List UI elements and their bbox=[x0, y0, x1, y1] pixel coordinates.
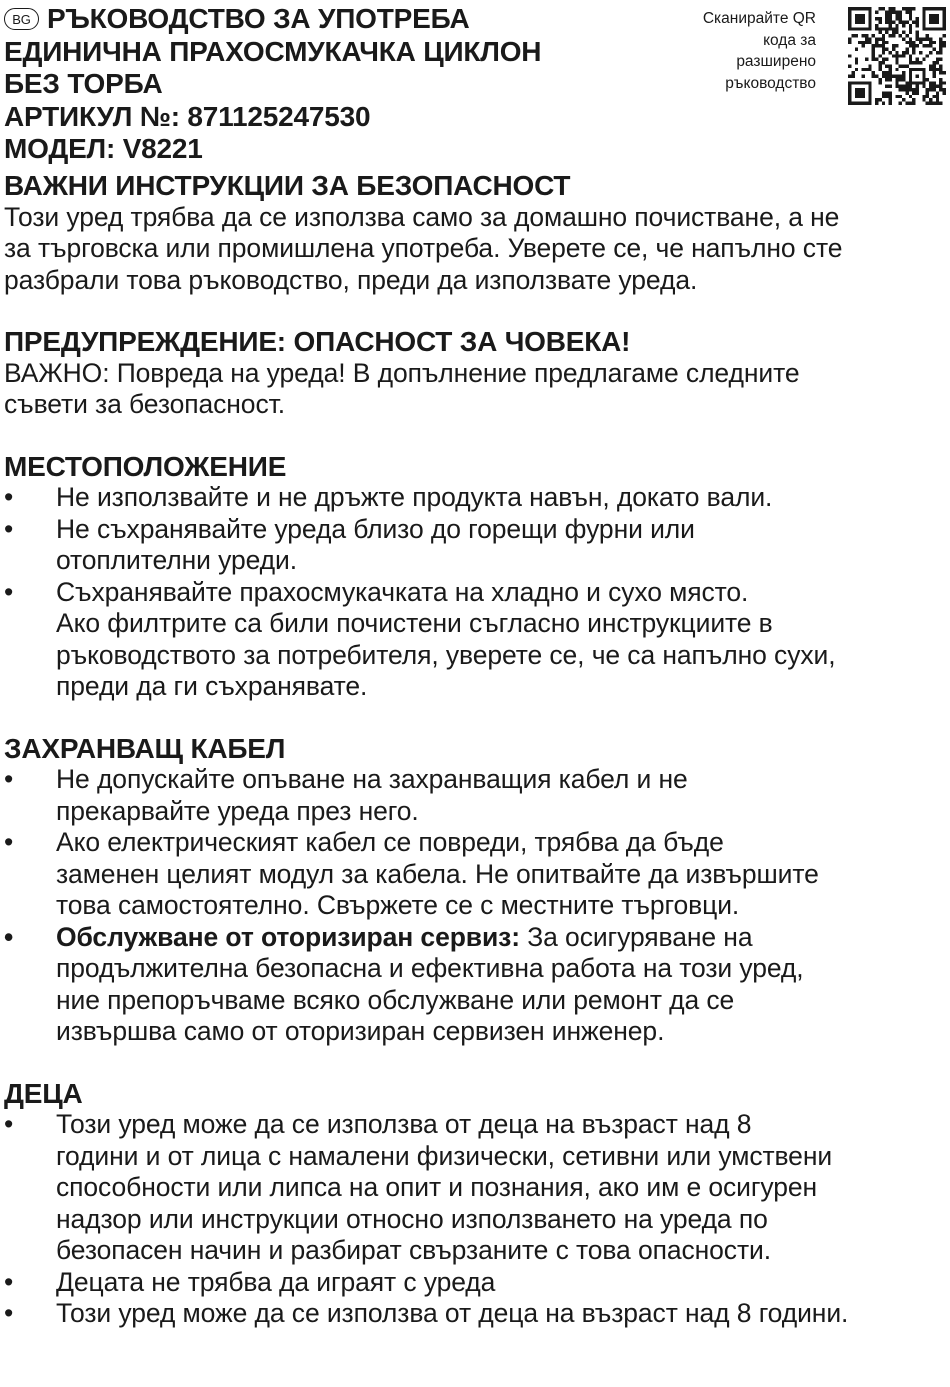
section-title-safety: ВАЖНИ ИНСТРУКЦИИ ЗА БЕЗОПАСНОСТ bbox=[4, 170, 571, 201]
list-item-line: Съхранявайте прахосмукачката на хладно и сухо място. bbox=[56, 576, 749, 607]
list-item bbox=[4, 577, 946, 703]
list-item-line bbox=[56, 922, 946, 954]
list-item-line: Не допускайте опъване на захранващия кабел и не bbox=[56, 764, 688, 794]
qr-code-icon[interactable] bbox=[848, 7, 946, 105]
qr-caption-line: разширено bbox=[736, 53, 816, 70]
qr-caption-line: Сканирайте QR bbox=[702, 10, 816, 27]
article-number: АРТИКУЛ №: 871125247530 bbox=[4, 100, 371, 132]
list-item bbox=[4, 1109, 946, 1267]
section-title-cable: ЗАХРАНВАЩ КАБЕЛ bbox=[4, 732, 286, 764]
qr-caption bbox=[664, 8, 816, 94]
list-item-line: Не използвайте и не дръжте продукта навън, докато вали. bbox=[56, 482, 773, 512]
list-item-line: продължителна безопасна и ефективна работа на този уред, bbox=[56, 953, 804, 983]
list-item bbox=[4, 1267, 946, 1299]
bullet-icon: • bbox=[4, 1298, 14, 1328]
title-line-2: ЕДИНИЧНА ПРАХОСМУКАЧКА ЦИКЛОН bbox=[4, 35, 542, 67]
bullet-icon: • bbox=[4, 921, 14, 952]
list-item bbox=[4, 827, 946, 922]
header bbox=[4, 0, 946, 170]
bullet-icon: • bbox=[4, 513, 14, 544]
section-location bbox=[4, 451, 946, 703]
title-line-3: БЕЗ ТОРБА bbox=[4, 68, 163, 100]
section-title-location: МЕСТОПОЛОЖЕНИЕ bbox=[4, 450, 287, 482]
bullet-icon: • bbox=[4, 576, 14, 607]
model-number: МОДЕЛ: V8221 bbox=[4, 133, 203, 165]
paragraph-line: разбрали това ръководство, преди да използвате уреда. bbox=[4, 264, 698, 295]
list-item-line: Този уред може да се използва от деца на възраст над 8 bbox=[56, 1109, 752, 1139]
service-lead: Обслужване от оторизиран сервиз: bbox=[56, 921, 520, 952]
list-item-line: години и от лица с намалени физически, сетивни или умствени bbox=[56, 1140, 833, 1171]
list-item-line: безопасен начин и разбират свързаните с това опасности. bbox=[56, 1235, 771, 1265]
service-first-line: За осигуряване на bbox=[519, 921, 753, 952]
list-item-line: ние препоръчваме всяко обслужване или ремонт да се bbox=[56, 984, 735, 1015]
list-item-line: ръководството за потребителя, уверете се, че са напълно сухи, bbox=[56, 639, 836, 670]
cable-list bbox=[4, 764, 946, 1048]
title-line-1 bbox=[4, 3, 541, 36]
paragraph-line: ВАЖНО: Повреда на уреда! В допълнение предлагаме следните bbox=[4, 357, 800, 388]
section-title-warning: ПРЕДУПРЕЖДЕНИЕ: ОПАСНОСТ ЗА ЧОВЕКА! bbox=[4, 326, 631, 357]
manual-page bbox=[4, 0, 946, 1330]
list-item-line: Този уред може да се използва от деца на възраст над 8 години. bbox=[56, 1298, 849, 1328]
paragraph-line: съвети за безопасност. bbox=[4, 389, 285, 419]
list-item-line: извършва само от оторизиран сервизен инженер. bbox=[56, 1016, 665, 1046]
section-safety bbox=[4, 170, 946, 296]
list-item-line: отоплителни уреди. bbox=[56, 545, 297, 575]
bullet-icon: • bbox=[4, 1266, 14, 1297]
list-item-service bbox=[4, 922, 946, 1048]
list-item-line: Ако електрическият кабел се повреди, трябва да бъде bbox=[56, 827, 724, 857]
qr-caption-line: ръководство bbox=[725, 74, 816, 92]
paragraph-line: за търговска или промишлена употреба. Уверете се, че напълно сте bbox=[4, 233, 843, 263]
qr-caption-line: кода за bbox=[763, 31, 816, 49]
list-item-line: прекарвайте уреда през него. bbox=[56, 795, 419, 826]
section-warning bbox=[4, 326, 946, 421]
bullet-icon: • bbox=[4, 827, 14, 857]
list-item-line: това самостоятелно. Свържете се с местните търговци. bbox=[56, 890, 740, 920]
list-item-line: способности или липса на опит и познания, ако им е осигурен bbox=[56, 1172, 818, 1202]
list-item-line: преди да ги съхранявате. bbox=[56, 671, 368, 701]
list-item-line: надзор или инструкции относно използването на уреда по bbox=[56, 1203, 768, 1234]
section-children bbox=[4, 1078, 946, 1330]
paragraph-line: Този уред трябва да се използва само за домашно почистване, а не bbox=[4, 201, 840, 232]
list-item bbox=[4, 764, 946, 827]
title-text-1: РЪКОВОДСТВО ЗА УПОТРЕБА bbox=[47, 3, 470, 34]
document-title bbox=[4, 3, 541, 166]
bullet-icon: • bbox=[4, 764, 14, 794]
list-item bbox=[4, 514, 946, 577]
list-item-line: Не съхранявайте уреда близо до горещи фурни или bbox=[56, 513, 695, 544]
language-badge: BG bbox=[4, 8, 39, 30]
children-list bbox=[4, 1109, 946, 1330]
list-item-line: заменен целият модул за кабела. Не опитвайте да извършите bbox=[56, 858, 819, 889]
bullet-icon: • bbox=[4, 1109, 14, 1139]
bullet-icon: • bbox=[4, 482, 14, 512]
list-item-line: Децата не трябва да играят с уреда bbox=[56, 1266, 496, 1297]
location-list bbox=[4, 482, 946, 703]
list-item bbox=[4, 1298, 946, 1330]
section-title-children: ДЕЦА bbox=[4, 1077, 83, 1109]
section-cable bbox=[4, 733, 946, 1048]
list-item bbox=[4, 482, 946, 514]
list-item-line: Ако филтрите са били почистени съгласно инструкциите в bbox=[56, 608, 773, 638]
